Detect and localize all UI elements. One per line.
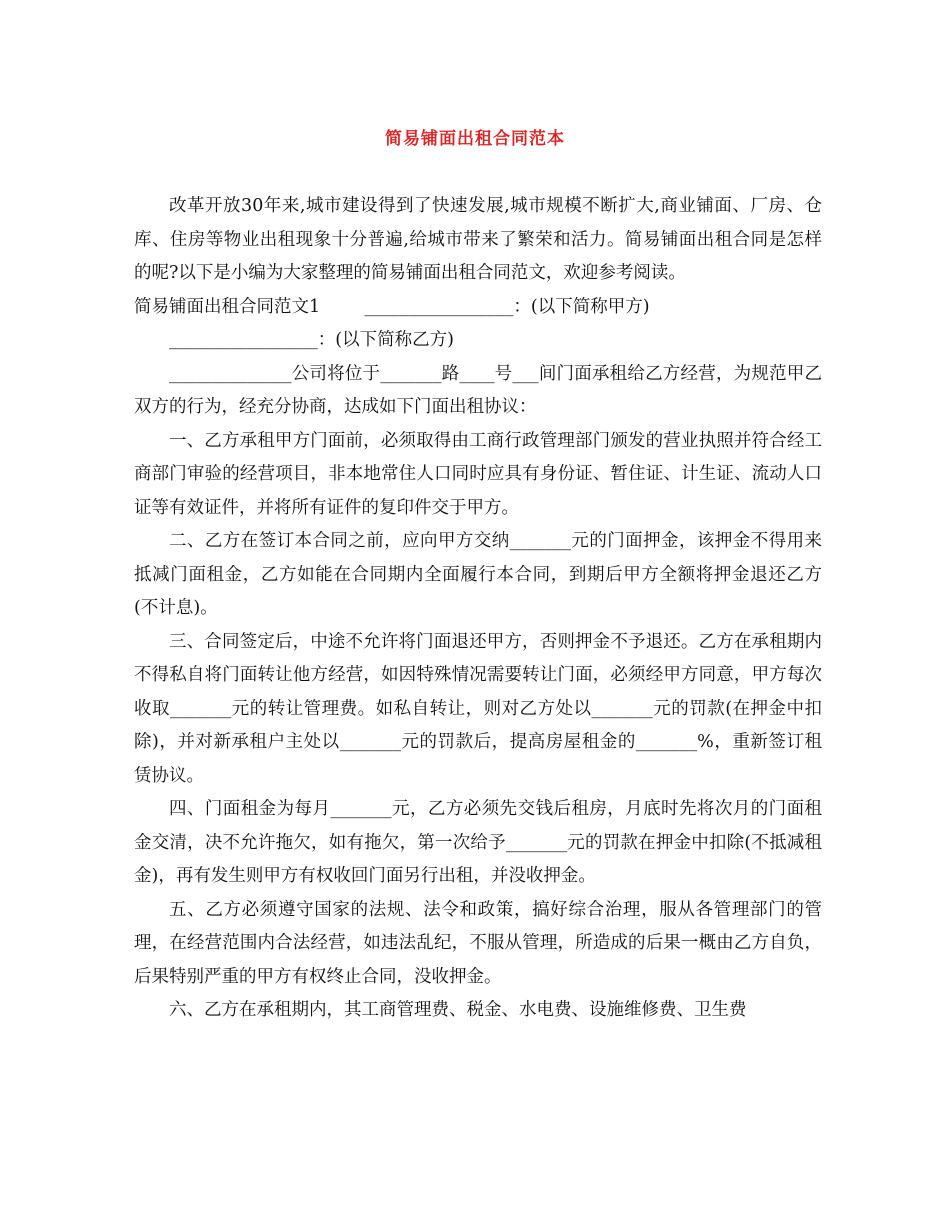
- clause-5: 五、乙方必须遵守国家的法规、法令和政策，搞好综合治理，服从各管理部门的管理，在经营范围内合法经营，如违法乱纪，不服从管理，所造成的后果一概由乙方自负，后果特别严重的甲方有权终止合同，没收押金。: [134, 899, 822, 987]
- clause-3: 三、合同签定后，中途不允许将门面退还甲方，否则押金不予退还。乙方在承租期内不得私自将门面转让他方经营，如因特殊情况需要转让门面，必须经甲方同意，甲方每次收取_______元的转让管理费。如私自转让，则对乙方处以_______元的罚款(在押金中扣除)，并对新承租户主处以_______元的罚款后，提高房屋租金的_______%，重新签订租赁协议。: [134, 631, 822, 786]
- clause-4: 四、门面租金为每月_______元，乙方必须先交钱后租房，月底时先将次月的门面租金交清，决不允许拖欠，如有拖欠，第一次给予_______元的罚款在押金中扣除(不抵减租金)，再有发生则甲方有权收回门面另行出租，并没收押金。: [134, 799, 822, 886]
- clause-1: 一、乙方承租甲方门面前，必须取得由工商行政管理部门颁发的营业执照并符合经工商部门审验的经营项目，非本地常住人口同时应具有身份证、暂住证、计生证、流动人口证等有效证件，并将所有证件的复印件交于甲方。: [134, 430, 822, 518]
- party-b-line: _________________：(以下简称乙方): [169, 330, 454, 350]
- sample-heading-party-a: 简易铺面出租合同范文1 _________________：(以下简称甲方): [134, 296, 650, 317]
- intro-paragraph: 改革开放30年来,城市建设得到了快速发展,城市规模不断扩大,商业铺面、厂房、仓库、住房等物业出租现象十分普遍,给城市带来了繁荣和活力。简易铺面出租合同是怎样的呢?以下是小编为大家整理的简易铺面出租合同范文，欢迎参考阅读。: [134, 196, 822, 283]
- clause-2: 二、乙方在签订本合同之前，应向甲方交纳_______元的门面押金，该押金不得用来抵减门面租金，乙方如能在合同期内全面履行本合同，到期后甲方全额将押金退还乙方(不计息)。: [134, 531, 822, 618]
- clause-6: 六、乙方在承租期内，其工商管理费、税金、水电费、设施维修费、卫生费: [169, 1000, 747, 1020]
- preamble-paragraph: ______________公司将位于_______路____号___间门面承租给乙方经营，为规范甲乙双方的行为，经充分协商，达成如下门面出租协议：: [134, 363, 822, 417]
- document-title: 简易铺面出租合同范本: [385, 129, 565, 149]
- document-body: [134, 190, 822, 1028]
